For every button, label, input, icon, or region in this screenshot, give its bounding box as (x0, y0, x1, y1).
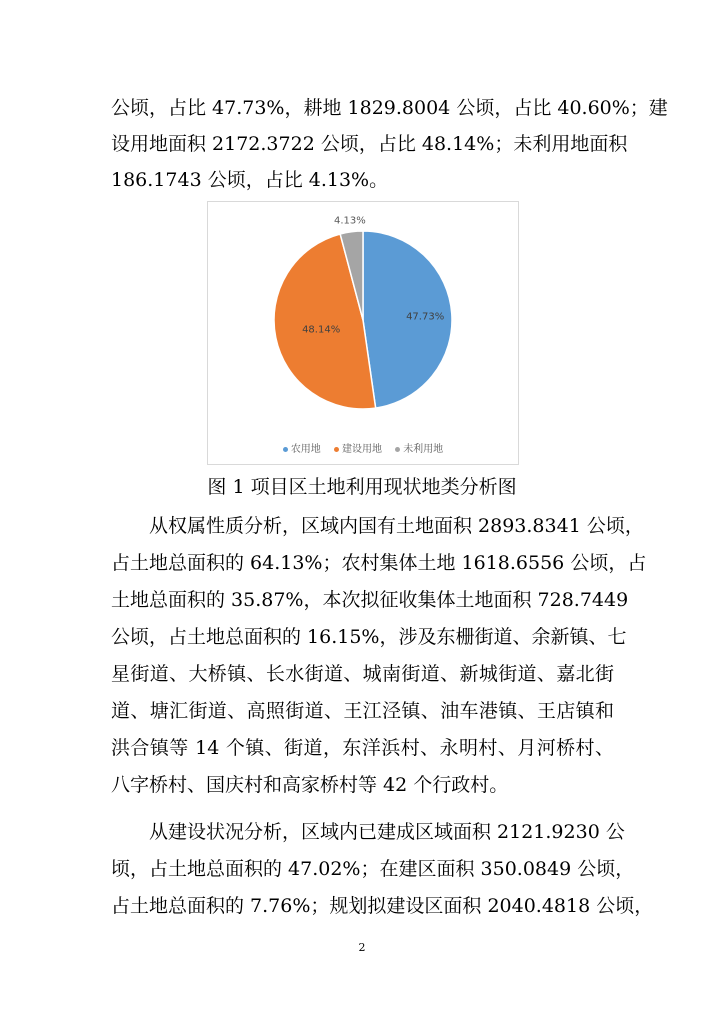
legend-item-0 (283, 444, 321, 455)
pie-data-label-2: 4.13% (333, 215, 366, 227)
paragraph-2-line-2: 占土地总面积的 64.13%；农村集体土地 1618.6556 公顷，占 (111, 552, 647, 574)
paragraph-1-line-2: 设用地面积 2172.3722 公顷，占比 48.14%；未利用地面积 (111, 133, 628, 155)
legend-label-2: 未利用地 (403, 444, 444, 455)
paragraph-2-line-1: 从权属性质分析，区域内国有土地面积 2893.8341 公顷， (149, 515, 644, 537)
figure-caption: 图 1 项目区土地利用现状地类分析图 (207, 476, 517, 498)
paragraph-2-line-7: 洪合镇等 14 个镇、街道，东洋浜村、永明村、月河桥村、 (111, 737, 614, 759)
legend-label-0: 农用地 (290, 444, 321, 455)
paragraph-3-line-2: 顷，占土地总面积的 47.02%；在建区面积 350.0849 公顷， (111, 858, 635, 880)
paragraph-2-line-4: 公顷，占土地总面积的 16.15%，涉及东栅街道、余新镇、七 (111, 626, 627, 648)
legend-swatch-2 (395, 447, 400, 452)
paragraph-3-line-1: 从建设状况分析，区域内已建成区域面积 2121.9230 公 (149, 821, 625, 843)
paragraph-3-line-3: 占土地总面积的 7.76%；规划拟建设区面积 2040.4818 公顷， (111, 895, 654, 917)
paragraph-1-line-1: 公顷，占比 47.73%，耕地 1829.8004 公顷，占比 40.60%；建 (111, 97, 668, 119)
legend-swatch-1 (334, 447, 339, 452)
paragraph-2-line-5: 星街道、大桥镇、长水街道、城南街道、新城街道、嘉北街 (111, 663, 614, 685)
paragraph-2-line-3: 土地总面积的 35.87%，本次拟征收集体土地面积 728.7449 (111, 589, 629, 611)
pie-chart (207, 201, 519, 465)
paragraph-2-line-8: 八字桥村、国庆村和高家桥村等 42 个行政村。 (111, 774, 509, 796)
pie-chart-svg (208, 202, 518, 464)
paragraph-2-line-6: 道、塘汇街道、高照街道、王江泾镇、油车港镇、王店镇和 (111, 700, 614, 722)
paragraph-1-line-3: 186.1743 公顷，占比 4.13%。 (111, 169, 389, 191)
chart-legend (208, 440, 518, 455)
page-number: 2 (358, 941, 366, 954)
legend-swatch-0 (283, 447, 288, 452)
legend-item-2 (395, 444, 443, 455)
pie-data-label-1: 48.14% (302, 324, 341, 336)
pie-data-label-0: 47.73% (406, 311, 445, 323)
legend-item-1 (334, 444, 382, 455)
legend-label-1: 建设用地 (342, 444, 382, 455)
